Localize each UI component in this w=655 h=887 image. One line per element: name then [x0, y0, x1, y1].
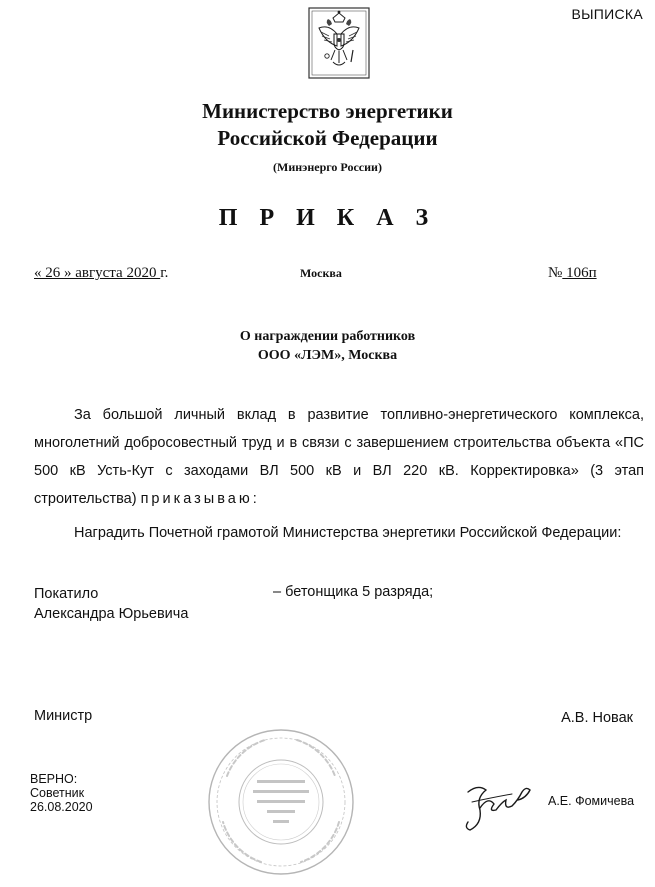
ministry-short-name: (Минэнерго России): [273, 160, 382, 174]
date-day: 26: [41, 265, 64, 281]
ministry-name-line2: Российской Федерации: [217, 126, 438, 150]
handwritten-signature-icon: [458, 772, 538, 836]
order-subject: [0, 327, 655, 365]
awardee-position: – бетонщика 5 разряда;: [273, 584, 434, 600]
order-title: П Р И К А З: [218, 205, 437, 231]
awardee-given-names: Александра Юрьевича: [34, 606, 189, 622]
certification-verified: ВЕРНО:: [30, 772, 78, 786]
order-body: [34, 401, 644, 513]
order-number: [548, 265, 597, 282]
date-open-quote: «: [34, 265, 42, 281]
decree-word: приказываю:: [140, 491, 260, 507]
certification-date: 26.08.2020: [30, 800, 93, 814]
order-subject-line2: ООО «ЛЭМ», Москва: [257, 348, 398, 363]
certification-block: [30, 772, 93, 814]
order-subject-line1: О награждении работников: [239, 329, 416, 344]
order-body-paragraph: За большой личный вклад в развитие топливно-энергетического комплекса, многолетний добросовестный труд и в связи с завершением строительства объекта «ПС 500 кВ Усть-Кут с заходами ВЛ 500 кВ и ВЛ 220 кВ. Корректировка» (3 этап строительства): [34, 407, 644, 507]
date-year: 2020: [126, 265, 161, 281]
ministry-name-line1: Министерство энергетики: [202, 99, 453, 123]
award-statement: Наградить Почетной грамотой Министерства энергетики Российской Федерации:: [74, 525, 622, 541]
extract-stamp: ВЫПИСКА: [571, 6, 643, 22]
minister-name: А.В. Новак: [561, 710, 633, 726]
certifying-signer: А.Е. Фомичева: [548, 794, 635, 808]
minister-title: Министр: [34, 708, 93, 724]
coat-of-arms-icon: [307, 4, 371, 80]
certification-position: Советник: [30, 786, 85, 800]
order-number-value: 106п: [562, 265, 597, 281]
order-date: [34, 265, 168, 282]
date-close-quote: »: [64, 265, 72, 281]
awardee-surname: Покатило: [34, 586, 99, 602]
date-suffix: г.: [160, 265, 169, 281]
ministry-name: [0, 98, 655, 152]
date-month: августа: [71, 265, 127, 281]
order-city: Москва: [300, 266, 342, 280]
order-number-label: №: [548, 265, 563, 281]
awardee-name: [34, 584, 188, 624]
official-seal-icon: [205, 726, 357, 878]
